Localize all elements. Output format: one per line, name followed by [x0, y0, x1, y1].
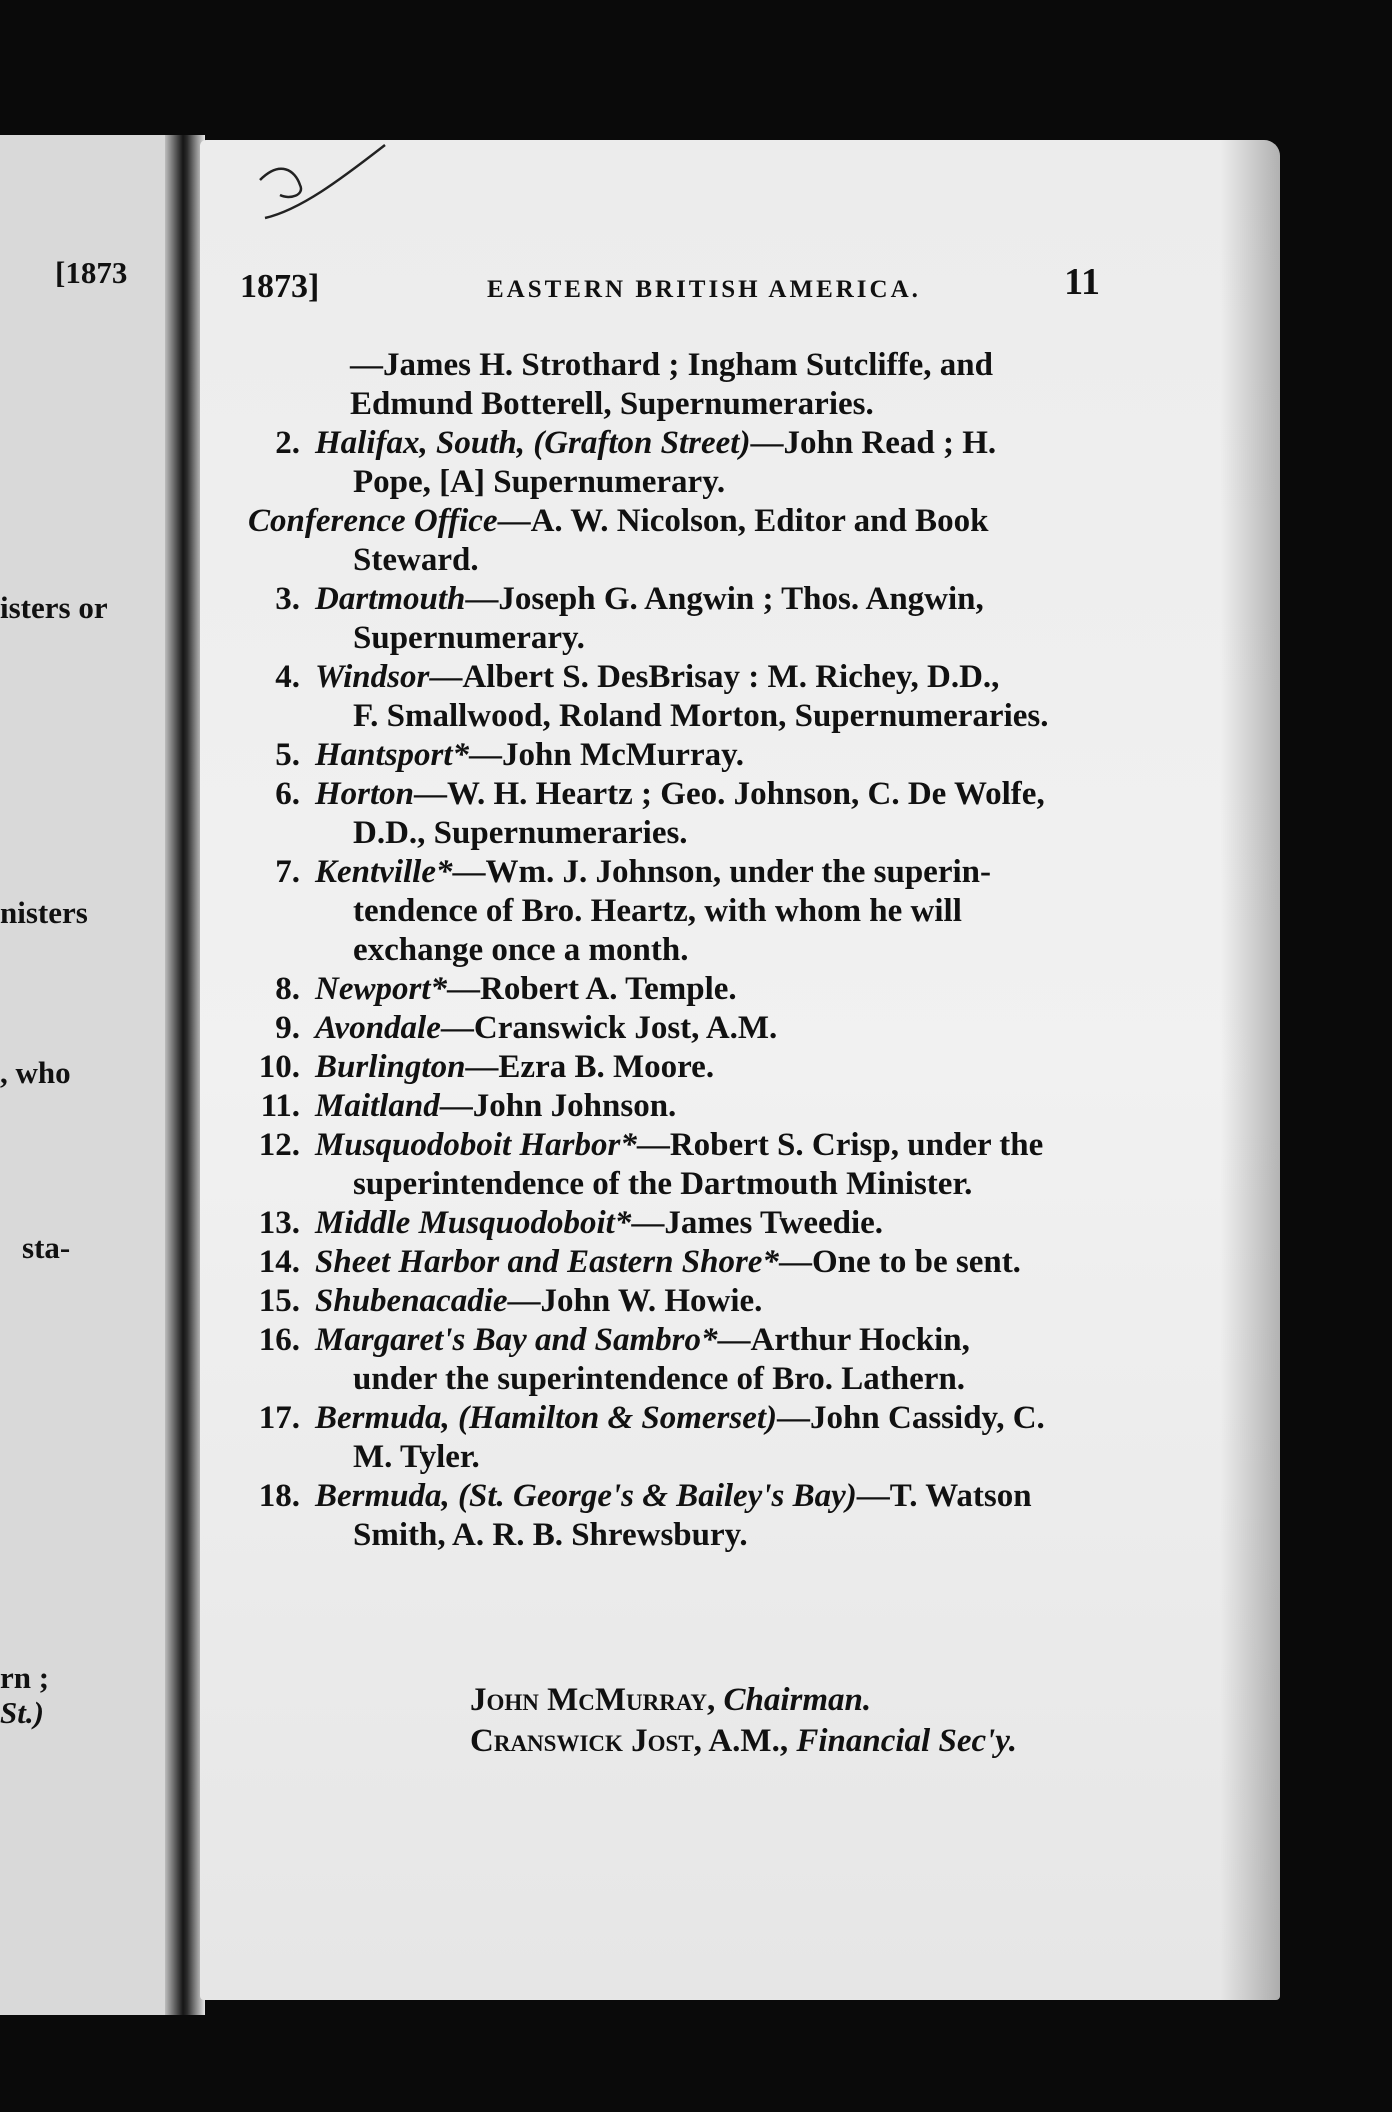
list-item — [240, 346, 1120, 424]
list-item — [240, 1048, 1120, 1087]
list-item — [240, 1126, 1120, 1204]
entry-continuation: tendence of Bro. Heartz, with whom he will — [353, 893, 962, 929]
entry-continuation: F. Smallwood, Roland Morton, Supernumeraries. — [353, 698, 1049, 734]
list-item — [240, 1009, 1120, 1048]
entry-continuation: exchange once a month. — [353, 932, 689, 968]
entry-text: —Arthur Hockin, — [717, 1322, 970, 1358]
entry-number: 15. — [258, 1283, 300, 1319]
entry-place: Maitland — [315, 1088, 440, 1124]
left-fragment: rn ; — [0, 1660, 50, 1695]
entry-text: —A. W. Nicolson, Editor and Book — [497, 503, 989, 539]
entry-number: 6. — [275, 776, 300, 812]
left-fragment: , who — [0, 1055, 71, 1090]
entry-number: 10. — [258, 1049, 300, 1085]
left-fragment: isters or — [0, 590, 108, 625]
entry-place: Bermuda, (Hamilton & Somerset) — [315, 1400, 778, 1436]
list-item — [240, 580, 1120, 658]
entry-place: Margaret's Bay and Sambro* — [315, 1322, 718, 1358]
entry-place: Hantsport* — [315, 737, 470, 773]
entry-continuation: Pope, [A] Supernumerary. — [353, 464, 726, 500]
entry-number: 2. — [275, 425, 300, 461]
circuit-list — [240, 346, 1120, 1555]
entry-place: Shubenacadie — [315, 1283, 508, 1319]
entry-text: —One to be sent. — [778, 1244, 1021, 1280]
list-item — [240, 424, 1120, 502]
entry-place: Bermuda, (St. George's & Bailey's Bay) — [315, 1478, 857, 1514]
entry-text: —Wm. J. Johnson, under the superin- — [452, 854, 991, 890]
left-page-fragment — [0, 135, 165, 2015]
list-item — [240, 1087, 1120, 1126]
list-item — [240, 502, 1120, 580]
list-item — [240, 1399, 1120, 1477]
list-item — [240, 658, 1120, 736]
entry-place: Sheet Harbor and Eastern Shore* — [315, 1244, 779, 1280]
entry-place: Halifax, South, (Grafton Street) — [315, 425, 751, 461]
entry-place: Conference Office — [248, 503, 498, 539]
entry-text: —Robert S. Crisp, under the — [636, 1127, 1044, 1163]
list-item — [240, 775, 1120, 853]
entry-place: Dartmouth — [315, 581, 466, 617]
entry-text: —John Cassidy, C. — [777, 1400, 1045, 1436]
entry-text: —Robert A. Temple. — [447, 971, 737, 1007]
entry-continuation: superintendence of the Dartmouth Minister. — [353, 1166, 973, 1202]
left-fragment: St.) — [0, 1695, 44, 1730]
entry-number: 16. — [258, 1322, 300, 1358]
entry-number: 13. — [258, 1205, 300, 1241]
left-fragment: nisters — [0, 895, 88, 930]
list-item — [240, 1321, 1120, 1399]
entry-number: 3. — [275, 581, 300, 617]
entry-place: Windsor — [315, 659, 430, 695]
entry-place: Burlington — [315, 1049, 466, 1085]
list-item — [240, 970, 1120, 1009]
entry-number: 18. — [258, 1478, 300, 1514]
entry-text: —James Tweedie. — [631, 1205, 884, 1241]
entry-text: —John W. Howie. — [507, 1283, 763, 1319]
entry-continuation: Supernumerary. — [353, 620, 585, 656]
entry-number: 14. — [258, 1244, 300, 1280]
list-item — [240, 1243, 1120, 1282]
entry-text: —Joseph G. Angwin ; Thos. Angwin, — [465, 581, 984, 617]
entry-place: Avondale — [315, 1010, 441, 1046]
left-fragment: [1873 — [55, 255, 128, 290]
entry-number: 9. — [275, 1010, 300, 1046]
page-header — [240, 258, 1100, 318]
entry-number: 17. — [258, 1400, 300, 1436]
list-item — [240, 1477, 1120, 1555]
entry-text: —T. Watson — [856, 1478, 1032, 1514]
entry-number: 4. — [275, 659, 300, 695]
list-item — [240, 1204, 1120, 1243]
entry-number: 11. — [260, 1088, 300, 1124]
entry-place: Horton — [315, 776, 415, 812]
pencil-mark — [250, 140, 390, 230]
list-item — [240, 853, 1120, 970]
signature-chairman: John McMurray, Chairman. — [470, 1682, 872, 1718]
book-gutter — [165, 135, 205, 2015]
left-fragment: sta- — [22, 1230, 71, 1265]
entry-text: —W. H. Heartz ; Geo. Johnson, C. De Wolfe, — [414, 776, 1045, 812]
entry-text: —James H. Strothard ; Ingham Sutcliffe, and — [350, 347, 993, 383]
entry-text: —Cranswick Jost, A.M. — [440, 1010, 778, 1046]
signature-block — [240, 1680, 1120, 1762]
entry-text: —Ezra B. Moore. — [465, 1049, 715, 1085]
entry-place: Kentville* — [315, 854, 453, 890]
entry-text: —John Johnson. — [439, 1088, 677, 1124]
list-item — [240, 1282, 1120, 1321]
entry-continuation: D.D., Supernumeraries. — [353, 815, 688, 851]
entry-continuation: under the superintendence of Bro. Lathern. — [353, 1361, 966, 1397]
entry-place: Musquodoboit Harbor* — [315, 1127, 637, 1163]
entry-number: 7. — [275, 854, 300, 890]
list-item — [240, 736, 1120, 775]
entry-text: —Albert S. DesBrisay : M. Richey, D.D., — [429, 659, 1000, 695]
entry-place: Middle Musquodoboit* — [315, 1205, 632, 1241]
entry-number: 12. — [258, 1127, 300, 1163]
entry-continuation: Edmund Botterell, Supernumeraries. — [350, 386, 874, 422]
header-title: EASTERN BRITISH AMERICA. — [487, 276, 921, 303]
entry-number: 5. — [275, 737, 300, 773]
entry-continuation: M. Tyler. — [353, 1439, 480, 1475]
entry-place: Newport* — [315, 971, 447, 1007]
signature-secretary: Cranswick Jost, A.M., Financial Sec'y. — [470, 1723, 1017, 1759]
entry-number: 8. — [275, 971, 300, 1007]
entry-continuation: Smith, A. R. B. Shrewsbury. — [353, 1517, 748, 1553]
entry-text: —John Read ; H. — [750, 425, 997, 461]
page-number: 11 — [1064, 261, 1100, 303]
entry-text: —John McMurray. — [469, 737, 745, 773]
entry-continuation: Steward. — [353, 542, 479, 578]
header-year: 1873] — [240, 268, 320, 305]
